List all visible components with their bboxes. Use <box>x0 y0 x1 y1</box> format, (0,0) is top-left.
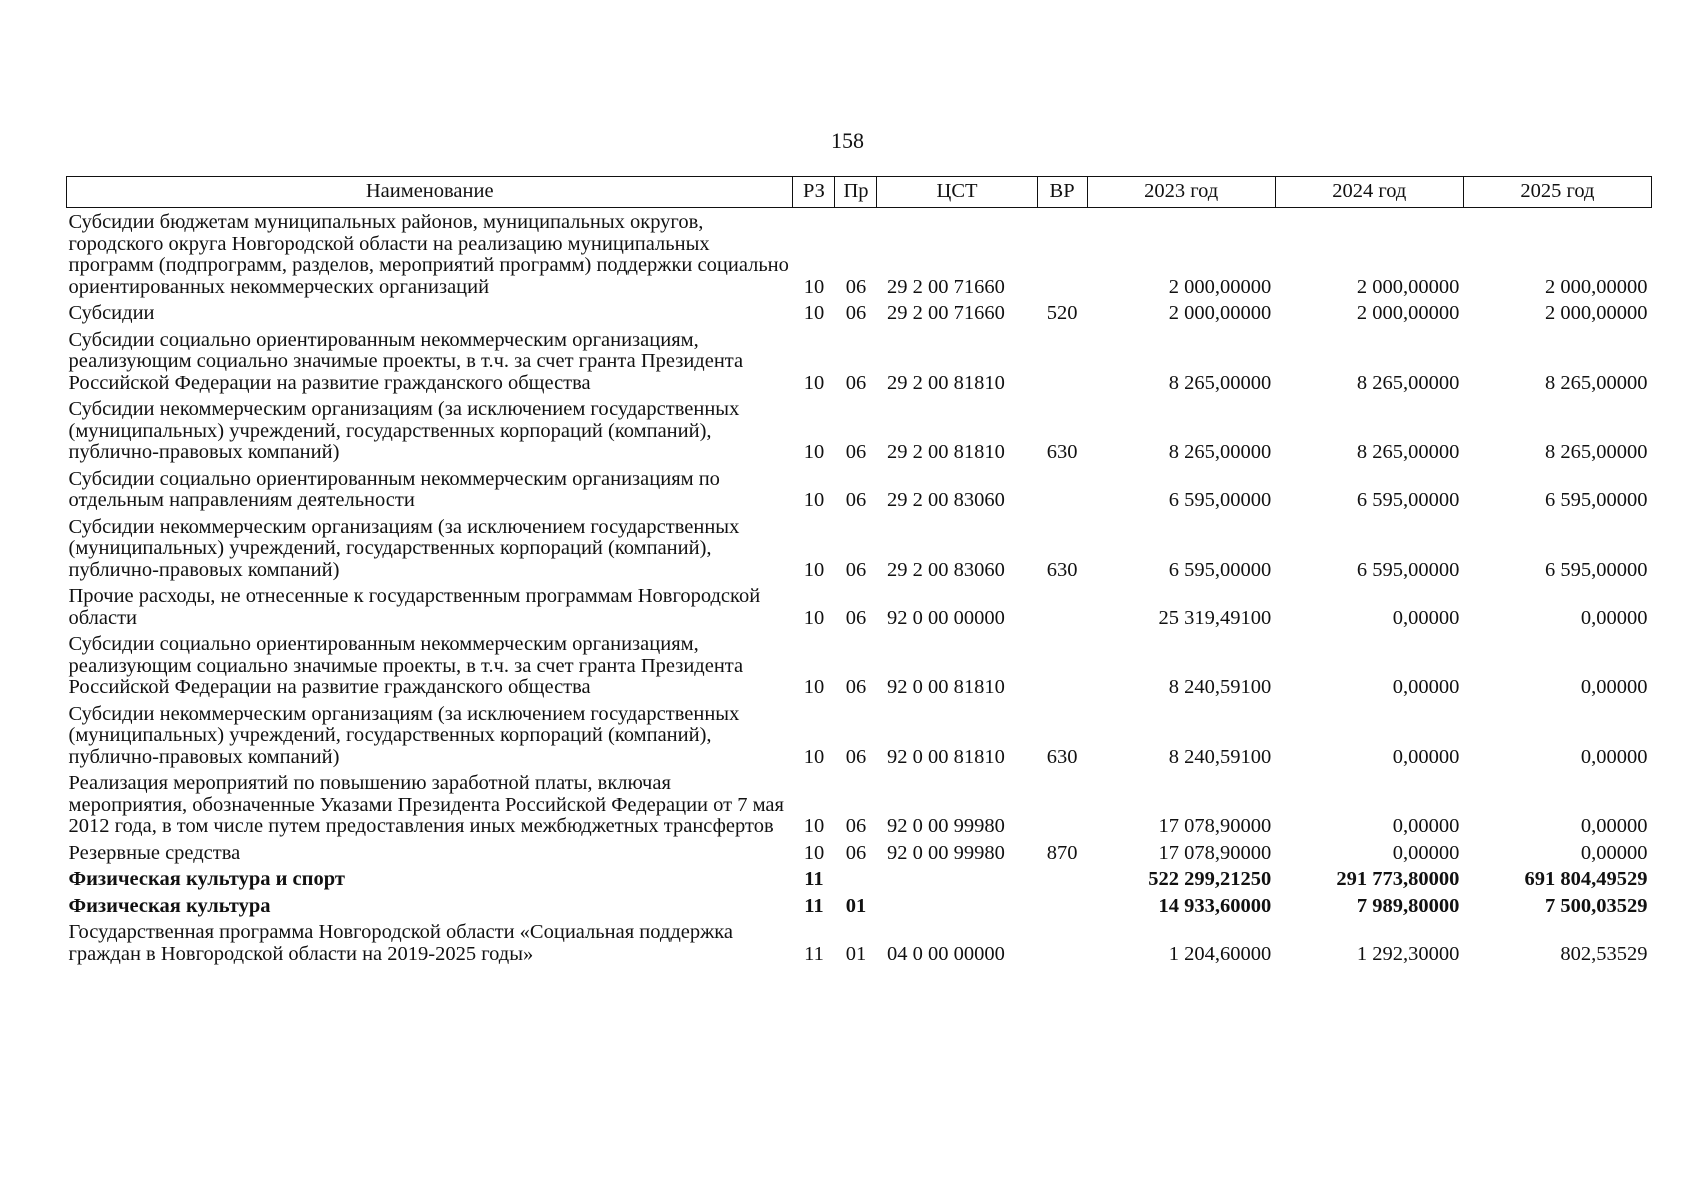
table-row <box>67 842 1652 869</box>
row-rz: 10 <box>803 489 825 511</box>
budget-table <box>66 176 1652 969</box>
row-rz: 10 <box>803 275 825 298</box>
row-pr: 06 <box>845 745 867 768</box>
page-number: 158 <box>831 128 864 153</box>
row-value-2024: 0,00000 <box>1392 745 1460 768</box>
row-name: Субсидии социально ориентированным некоммерческим организациям, реализующим социально значимые проекты, в т.ч. за счет гранта Президента Российской Федерации на развитие гражданского общества <box>68 633 744 698</box>
header-cst: ЦСТ <box>877 177 1037 208</box>
header-name: Наименование <box>67 177 793 208</box>
row-value-2023: 522 299,21250 <box>1148 868 1272 890</box>
table-row <box>67 329 1652 399</box>
row-name: Субсидии некоммерческим организациям (за исключением государственных (муниципальных) учреждений, государственных корпораций (компаний), публично-правовых компаний) <box>68 515 740 581</box>
row-value-2025: 0,00000 <box>1580 745 1648 768</box>
row-value-2025: 8 265,00000 <box>1545 441 1648 463</box>
row-rz: 10 <box>803 606 825 629</box>
row-value-2025: 0,00000 <box>1580 676 1648 698</box>
row-rz: 10 <box>803 302 825 324</box>
row-cst: 92 0 00 99980 <box>886 815 1005 837</box>
row-value-2024: 0,00000 <box>1392 815 1460 837</box>
row-cst: 92 0 00 99980 <box>886 841 1005 864</box>
row-vr: 630 <box>1046 745 1078 768</box>
row-value-2024: 0,00000 <box>1392 606 1460 629</box>
table-row <box>67 302 1652 329</box>
table-row <box>67 516 1652 586</box>
row-value-2024: 0,00000 <box>1392 841 1460 864</box>
row-value-2023: 8 265,00000 <box>1168 371 1272 394</box>
row-name: Резервные средства <box>68 841 241 864</box>
row-value-2025: 2 000,00000 <box>1545 275 1648 298</box>
row-rz: 11 <box>804 942 824 965</box>
row-cst: 29 2 00 71660 <box>886 275 1005 298</box>
row-value-2023: 6 595,00000 <box>1168 489 1272 511</box>
row-vr <box>1037 468 1087 516</box>
row-name: Реализация мероприятий по повышению заработной платы, включая мероприятия, обозначенные Указами Президента Российской Федерации от 7 мая 2012 года, в том числе путем предоставления иных межбюджетных трансфертов <box>68 772 784 837</box>
table-row <box>67 772 1652 842</box>
row-value-2023: 1 204,60000 <box>1168 942 1272 965</box>
table-body <box>67 208 1652 970</box>
row-value-2023: 8 240,59100 <box>1168 676 1272 698</box>
row-vr <box>1037 921 1087 969</box>
row-name: Субсидии социально ориентированным некоммерческим организациям по отдельным направлениям деятельности <box>68 467 720 511</box>
row-rz: 10 <box>803 841 825 864</box>
row-cst: 29 2 00 81810 <box>886 371 1005 394</box>
row-name: Субсидии некоммерческим организациям (за исключением государственных (муниципальных) учреждений, государственных корпораций (компаний), публично-правовых компаний) <box>68 398 740 463</box>
table-row <box>67 703 1652 773</box>
row-pr: 01 <box>845 894 867 917</box>
row-value-2023: 14 933,60000 <box>1158 894 1272 917</box>
row-cst: 29 2 00 71660 <box>886 302 1005 324</box>
row-rz: 10 <box>803 441 825 463</box>
row-vr <box>1037 895 1087 922</box>
row-vr <box>1037 329 1087 399</box>
header-2025: 2025 год <box>1463 177 1651 208</box>
row-name: Субсидии бюджетам муниципальных районов, муниципальных округов, городского округа Новгородской области на реализацию муниципальных программ (подпрограмм, разделов, мероприятий программ) поддержки социально ориентированных некоммерческих организаций <box>68 211 789 298</box>
row-pr: 06 <box>845 302 867 324</box>
table-row <box>67 868 1652 895</box>
row-pr: 06 <box>845 841 867 864</box>
table-row <box>67 468 1652 516</box>
row-value-2023: 17 078,90000 <box>1158 841 1272 864</box>
row-cst <box>877 868 1037 895</box>
row-rz: 10 <box>803 745 825 768</box>
row-vr <box>1037 772 1087 842</box>
row-vr <box>1037 208 1087 303</box>
row-value-2024: 8 265,00000 <box>1356 441 1460 463</box>
row-rz: 10 <box>803 371 825 394</box>
row-value-2025: 6 595,00000 <box>1545 489 1648 511</box>
row-value-2024: 6 595,00000 <box>1356 558 1460 581</box>
row-name: Физическая культура и спорт <box>68 868 345 890</box>
row-value-2025: 6 595,00000 <box>1545 558 1648 581</box>
row-name: Субсидии некоммерческим организациям (за исключением государственных (муниципальных) учреждений, государственных корпораций (компаний), публично-правовых компаний) <box>68 702 740 768</box>
table-row <box>67 585 1652 633</box>
header-2023: 2023 год <box>1087 177 1275 208</box>
row-value-2025: 691 804,49529 <box>1524 868 1648 890</box>
row-cst: 29 2 00 81810 <box>886 441 1005 463</box>
row-rz: 11 <box>804 868 824 890</box>
row-cst: 29 2 00 83060 <box>886 558 1005 581</box>
row-cst: 04 0 00 00000 <box>886 942 1005 965</box>
row-name: Физическая культура <box>68 894 271 917</box>
table-row <box>67 398 1652 468</box>
row-value-2025: 802,53529 <box>1560 942 1648 965</box>
header-2024: 2024 год <box>1275 177 1463 208</box>
row-value-2025: 8 265,00000 <box>1545 371 1648 394</box>
row-value-2024: 1 292,30000 <box>1356 942 1460 965</box>
table-row <box>67 895 1652 922</box>
row-pr: 06 <box>845 441 867 463</box>
row-vr <box>1037 585 1087 633</box>
row-value-2024: 2 000,00000 <box>1356 302 1460 324</box>
row-cst: 92 0 00 00000 <box>886 606 1005 629</box>
row-value-2024: 291 773,80000 <box>1336 868 1460 890</box>
row-pr: 06 <box>845 489 867 511</box>
header-vr: ВР <box>1037 177 1087 208</box>
row-pr: 06 <box>845 606 867 629</box>
table-row <box>67 633 1652 703</box>
row-value-2023: 2 000,00000 <box>1168 275 1272 298</box>
row-value-2024: 0,00000 <box>1392 676 1460 698</box>
row-value-2025: 0,00000 <box>1580 815 1648 837</box>
row-name: Государственная программа Новгородской области «Социальная поддержка граждан в Новгородской области на 2019-2025 годы» <box>68 921 734 965</box>
row-name: Прочие расходы, не отнесенные к государственным программам Новгородской области <box>68 585 761 629</box>
row-rz: 11 <box>804 894 824 917</box>
row-name: Субсидии <box>68 302 155 324</box>
row-value-2023: 25 319,49100 <box>1158 606 1272 629</box>
row-rz: 10 <box>803 558 825 581</box>
row-value-2023: 17 078,90000 <box>1158 815 1272 837</box>
row-rz: 10 <box>803 676 825 698</box>
row-vr: 870 <box>1046 841 1078 864</box>
row-vr: 630 <box>1046 441 1078 463</box>
row-cst: 92 0 00 81810 <box>886 745 1005 768</box>
row-pr <box>835 868 877 895</box>
row-value-2024: 6 595,00000 <box>1356 489 1460 511</box>
row-value-2025: 7 500,03529 <box>1545 894 1648 917</box>
row-name: Субсидии социально ориентированным некоммерческим организациям, реализующим социально значимые проекты, в т.ч. за счет гранта Президента Российской Федерации на развитие гражданского общества <box>68 328 744 394</box>
header-pr: Пр <box>835 177 877 208</box>
row-value-2025: 0,00000 <box>1580 606 1648 629</box>
row-value-2023: 8 265,00000 <box>1168 441 1272 463</box>
table-header-row <box>67 177 1652 208</box>
row-cst: 29 2 00 83060 <box>886 489 1005 511</box>
row-vr: 520 <box>1046 302 1078 324</box>
row-value-2025: 2 000,00000 <box>1545 302 1648 324</box>
row-value-2023: 2 000,00000 <box>1168 302 1272 324</box>
row-value-2024: 7 989,80000 <box>1356 894 1460 917</box>
table-row <box>67 921 1652 969</box>
row-pr: 06 <box>845 815 867 837</box>
row-vr <box>1037 633 1087 703</box>
row-value-2024: 2 000,00000 <box>1356 275 1460 298</box>
row-value-2023: 6 595,00000 <box>1168 558 1272 581</box>
row-value-2024: 8 265,00000 <box>1356 371 1460 394</box>
row-vr <box>1037 868 1087 895</box>
row-pr: 06 <box>845 371 867 394</box>
row-cst: 92 0 00 81810 <box>886 676 1005 698</box>
header-rz: РЗ <box>793 177 835 208</box>
row-pr: 01 <box>845 942 867 965</box>
row-rz: 10 <box>803 815 825 837</box>
row-value-2025: 0,00000 <box>1580 841 1648 864</box>
row-cst <box>877 895 1037 922</box>
row-pr: 06 <box>845 275 867 298</box>
row-pr: 06 <box>845 558 867 581</box>
row-value-2023: 8 240,59100 <box>1168 745 1272 768</box>
row-vr: 630 <box>1046 558 1078 581</box>
row-pr: 06 <box>845 676 867 698</box>
table-row <box>67 208 1652 303</box>
